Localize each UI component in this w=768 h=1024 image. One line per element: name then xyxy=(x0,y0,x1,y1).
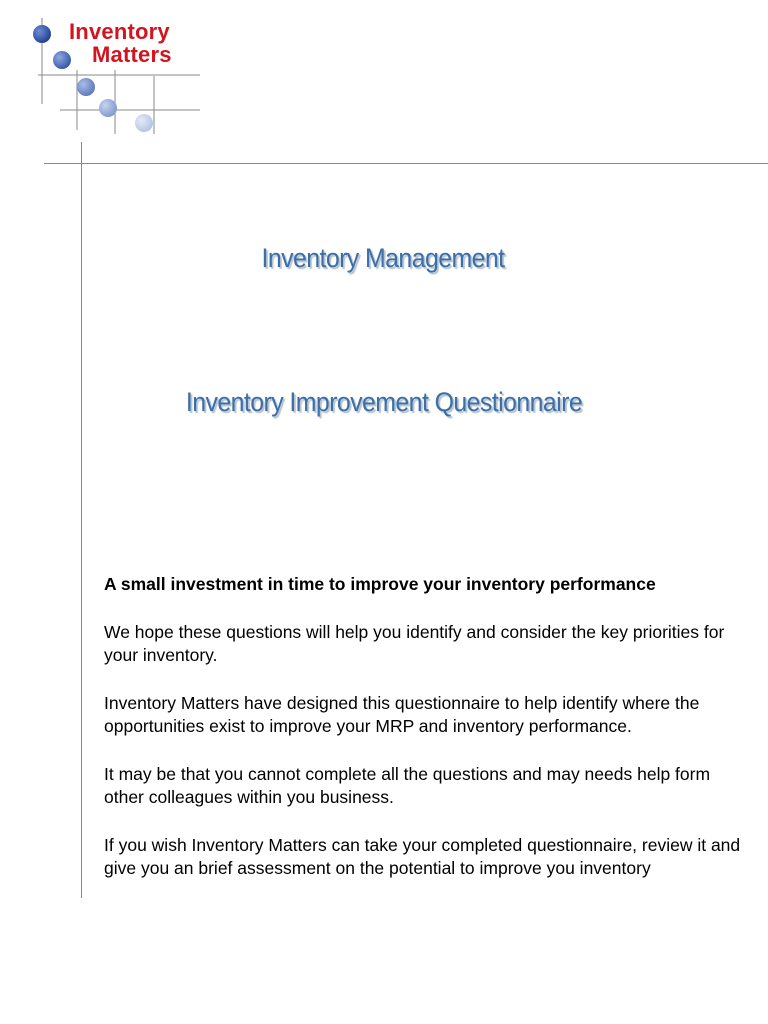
horizontal-divider xyxy=(44,163,768,164)
inventory-matters-logo xyxy=(0,0,210,140)
logo-text-line2: Matters xyxy=(92,42,172,67)
page-subtitle: Inventory Improvement Questionnaire xyxy=(185,387,583,417)
paragraph: Inventory Matters have designed this questionnaire to help identify where the opportunities exist to improve your MRP and inventory performance. xyxy=(104,692,700,736)
paragraph: If you wish Inventory Matters can take your completed questionnaire, review it and give you an brief assessment on the potential to improve you inventory xyxy=(104,834,741,878)
intro-content xyxy=(104,573,744,905)
page-title: Inventory Management xyxy=(261,243,505,273)
logo-text-line1: Inventory xyxy=(69,19,170,44)
paragraph: It may be that you cannot complete all the questions and may needs help form other colleagues within you business. xyxy=(104,763,711,807)
paragraph: We hope these questions will help you identify and consider the key priorities for your inventory. xyxy=(104,621,725,665)
lead-sentence: A small investment in time to improve your inventory performance xyxy=(104,574,656,594)
